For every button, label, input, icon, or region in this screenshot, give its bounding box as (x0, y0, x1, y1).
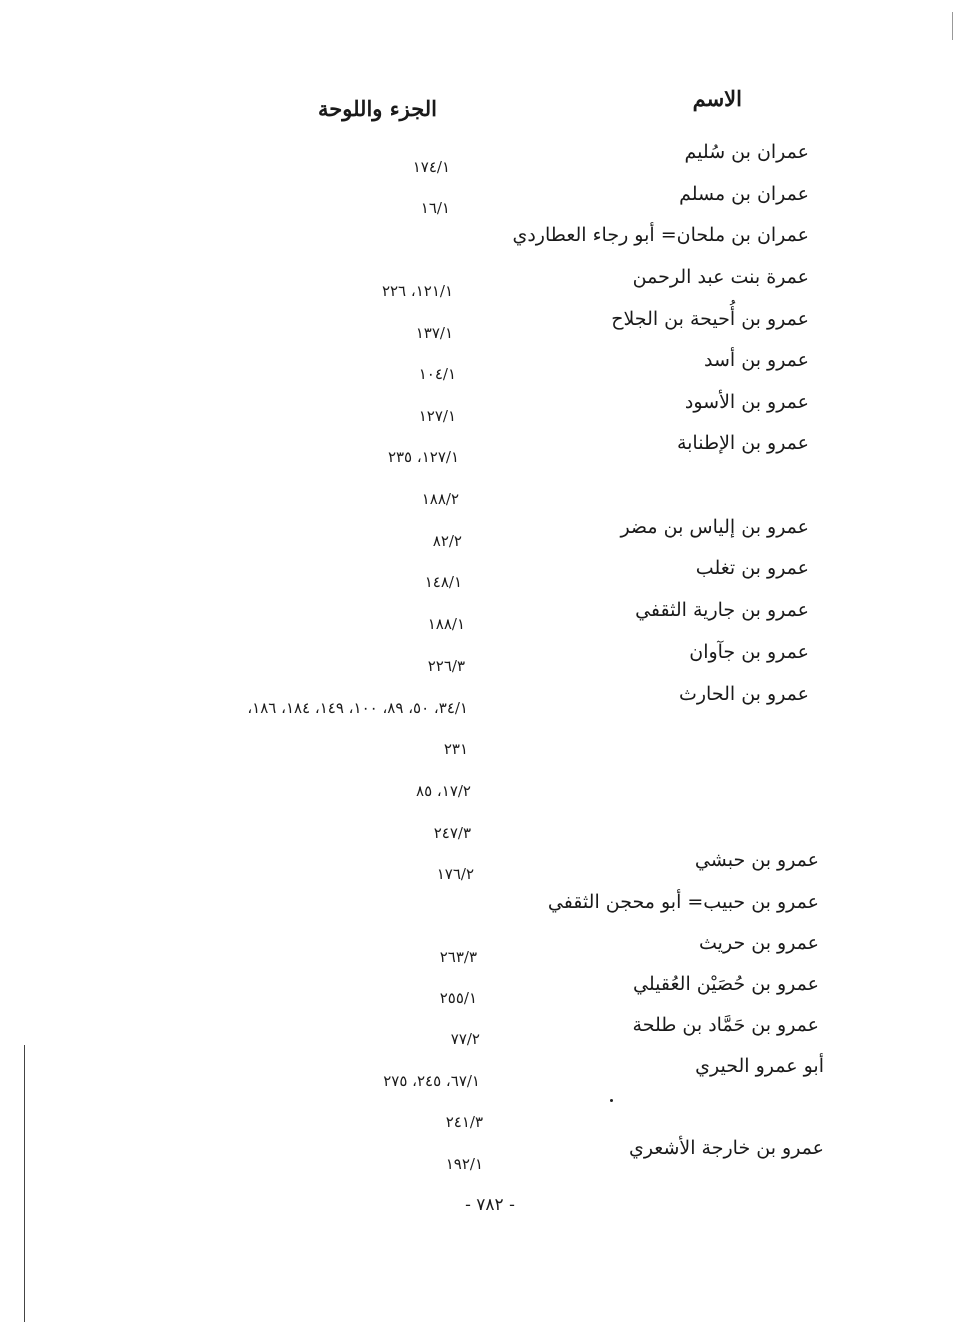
column-header-ref: الجزء واللوحة (318, 96, 437, 121)
name-entry: عمرو بن أسد (704, 349, 809, 371)
ink-speck (610, 1099, 613, 1102)
ref-entry: ١٨٨/٢ (421, 490, 459, 508)
name-entry: عمرو بن أُحيحة بن الجلاح (611, 308, 809, 330)
name-entry: عمران بن سُليم (684, 141, 809, 163)
ref-entry: ٣٤/١، ٥٠، ٨٩، ١٠٠، ١٤٩، ١٨٤، ١٨٦، (247, 699, 468, 717)
name-entry: عمرو بن حريث (699, 932, 819, 954)
ref-entry: ١٠٤/١ (418, 365, 456, 383)
scan-edge-mark (952, 12, 953, 40)
ref-entry: ٢٢٦/٣ (427, 657, 465, 675)
ref-entry: ١٢٧/١ (418, 407, 456, 425)
name-entry: عمرو بن الأسود (684, 391, 809, 413)
name-entry: عمرو بن تغلب (695, 557, 809, 579)
scan-edge-line (24, 1045, 25, 1322)
ref-entry: ١٢١/١، ٢٢٦ (381, 282, 453, 300)
name-entry: عمرو بن حُصَيْن العُقيلي (633, 973, 819, 995)
name-entry: عمرو بن جارية الثقفي (635, 599, 809, 621)
page-number: - ٧٨٢ - (465, 1195, 515, 1215)
ref-entry: ٧٧/٢ (450, 1030, 480, 1048)
ref-entry: ٢٥٥/١ (439, 989, 477, 1007)
ref-entry: ١٩٢/١ (445, 1155, 483, 1173)
ref-entry: ١٤٨/١ (424, 573, 462, 591)
name-entry: عمرو بن جآوان (689, 641, 809, 663)
ref-entry: ٢٦٣/٣ (439, 948, 477, 966)
ref-entry: ٢٤١/٣ (445, 1113, 483, 1131)
name-entry: عمران بن ملحان= أبو رجاء العطاردي (512, 224, 809, 246)
name-entry: أبو عمرو الحيري (695, 1055, 824, 1077)
name-entry: عمران بن مسلم (679, 183, 809, 205)
name-entry: عمرو بن حَمَّاد بن طلحة (632, 1014, 819, 1036)
ref-entry: ١٣٧/١ (415, 324, 453, 342)
ref-entry: ١٧/٢، ٨٥ (416, 782, 471, 800)
ref-entry: ١٢٧/١، ٢٣٥ (387, 448, 459, 466)
ref-entry: ١٦/١ (420, 199, 450, 217)
ref-entry: ١٧٦/٢ (436, 865, 474, 883)
name-entry: عمرو بن الحارث (679, 683, 809, 705)
name-entry: عمرو بن الإطنابة (676, 432, 809, 454)
column-header-name: الاسم (692, 86, 742, 111)
ref-entry: ١٨٨/١ (427, 615, 465, 633)
ref-entry: ٢٤٧/٣ (433, 824, 471, 842)
name-entry: عمرو بن حبشي (694, 849, 819, 871)
name-entry: عمرو بن إلياس بن مضر (620, 516, 809, 538)
ref-entry: ٢٣١ (443, 740, 468, 758)
name-entry: عمرة بنت عبد الرحمن (632, 266, 809, 288)
name-entry: عمرو بن خارجة الأشعري (628, 1137, 824, 1159)
ref-entry: ٦٧/١، ٢٤٥، ٢٧٥ (383, 1072, 480, 1090)
ref-entry: ١٧٤/١ (412, 158, 450, 176)
ref-entry: ٨٢/٢ (432, 532, 462, 550)
name-entry: عمرو بن حبيب= أبو محجن الثقفي (547, 891, 819, 913)
